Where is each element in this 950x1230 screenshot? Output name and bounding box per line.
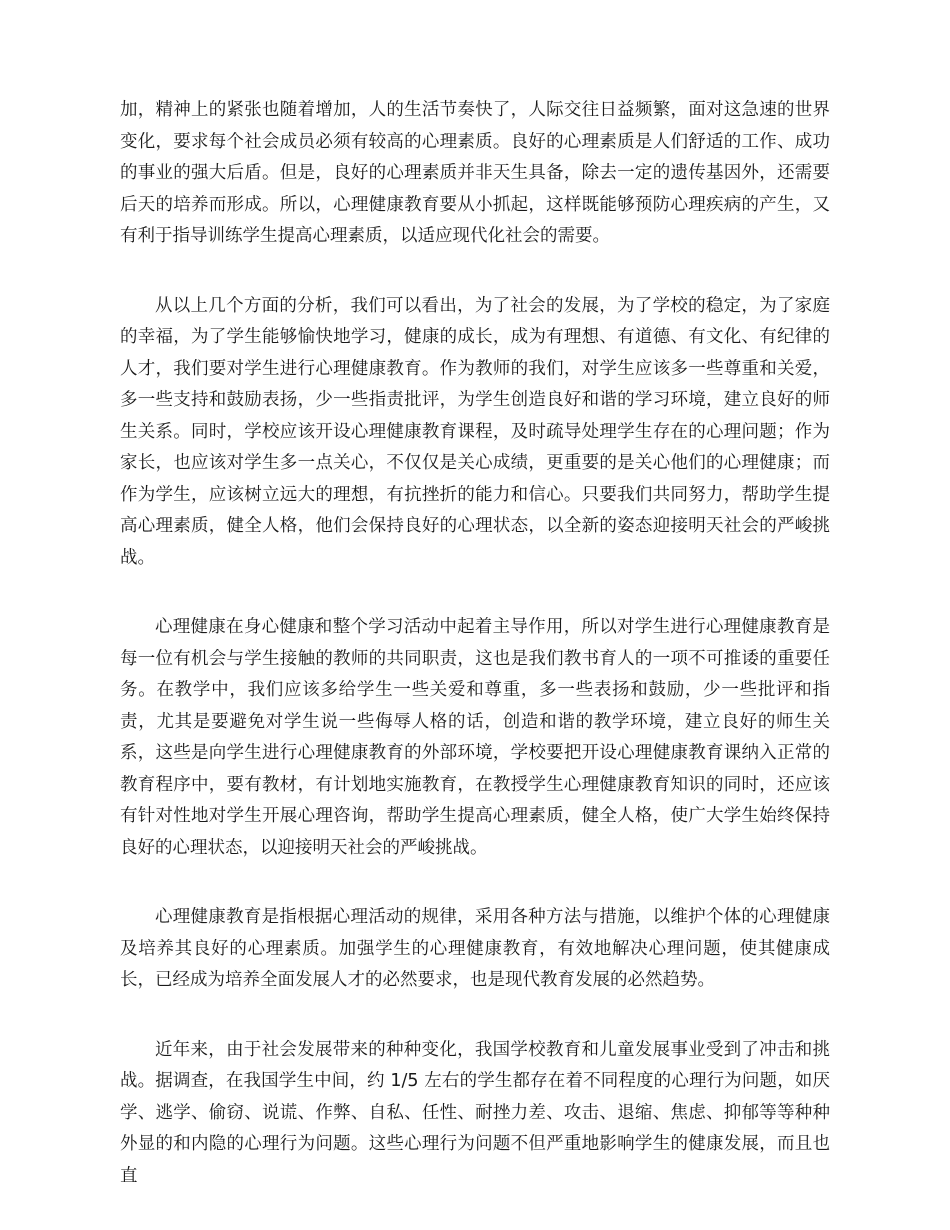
paragraph-2: 从以上几个方面的分析，我们可以看出，为了社会的发展，为了学校的稳定，为了家庭的幸福，为了学生能够愉快地学习，健康的成长，成为有理想、有道德、有文化、有纪律的人才，我们要对学生进行心理健康教育。作为教师的我们，对学生应该多一些尊重和关爱，多一些支持和鼓励表扬，少一些指责批评，为学生创造良好和谐的学习环境，建立良好的师生关系。同时，学校应该开设心理健康教育课程，及时疏导处理学生存在的心理问题；作为家长，也应该对学生多一点关心，不仅仅是关心成绩，更重要的是关心他们的心理健康；而作为学生，应该树立远大的理想，有抗挫折的能力和信心。只要我们共同努力，帮助学生提高心理素质，健全人格，他们会保持良好的心理状态，以全新的姿态迎接明天社会的严峻挑战。	[120, 295, 830, 568]
paragraph-3: 心理健康在身心健康和整个学习活动中起着主导作用，所以对学生进行心理健康教育是每一位有机会与学生接触的教师的共同职责，这也是我们教书育人的一项不可推诿的重要任务。在教学中，我们应该多给学生一些关爱和尊重，多一些表扬和鼓励，少一些批评和指责，尤其是要避免对学生说一些侮辱人格的话，创造和谐的教学环境，建立良好的师生关系，这些是向学生进行心理健康教育的外部环境，学校要把开设心理健康教育课纳入正常的教育程序中，要有教材，有计划地实施教育，在教授学生心理健康教育知识的同时，还应该有针对性地对学生开展心理咨询，帮助学生提高心理素质，健全人格，使广大学生始终保持良好的心理状态，以迎接明天社会的严峻挑战。	[120, 617, 830, 858]
paragraph-1: 加，精神上的紧张也随着增加，人的生活节奏快了，人际交往日益频繁，面对这急速的世界变化，要求每个社会成员必须有较高的心理素质。良好的心理素质是人们舒适的工作、成功的事业的强大后盾。但是，良好的心理素质并非天生具备，除去一定的遗传基因外，还需要后天的培养而形成。所以，心理健康教育要从小抓起，这样既能够预防心理疾病的产生，又有利于指导训练学生提高心理素质，以适应现代化社会的需要。	[120, 100, 830, 246]
paragraph-4: 心理健康教育是指根据心理活动的规律，采用各种方法与措施，以维护个体的心理健康及培养其良好的心理素质。加强学生的心理健康教育，有效地解决心理问题，使其健康成长，已经成为培养全面发展人才的必然要求，也是现代教育发展的必然趋势。	[120, 907, 830, 990]
paragraph-5: 近年来，由于社会发展带来的种种变化，我国学校教育和儿童发展事业受到了冲击和挑战。据调查，在我国学生中间，约 1/5 左右的学生都存在着不同程度的心理行为问题，如厌学、逃学、偷窃、说谎、作弊、自私、任性、耐挫力差、攻击、退缩、焦虑、抑郁等等种种外显的和内隐的心理行为问题。这些心理行为问题不但严重地影响学生的健康发展，而且也直	[120, 1039, 830, 1186]
document-body	[120, 95, 830, 1230]
